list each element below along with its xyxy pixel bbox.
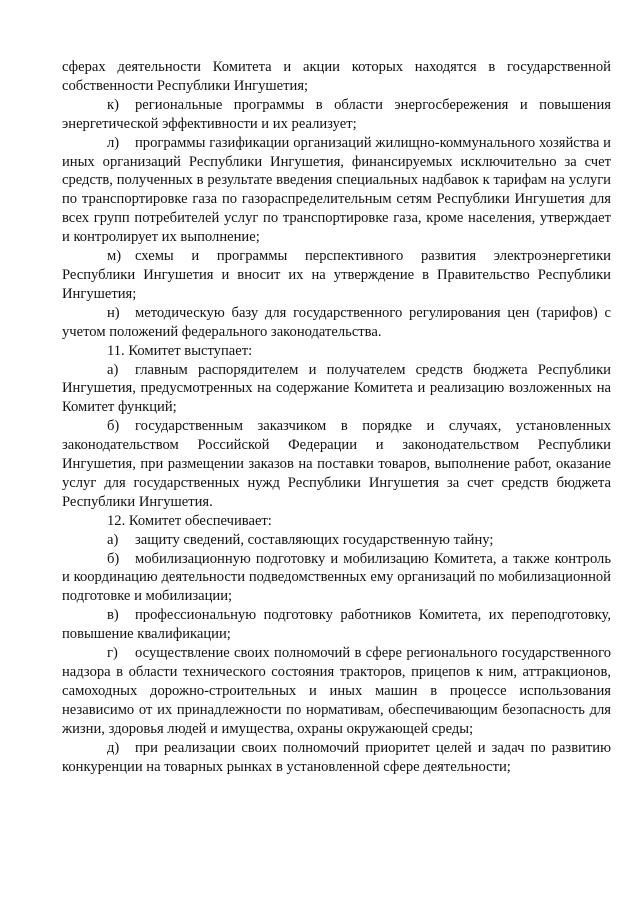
paragraph-text: методическую базу для государственного регулирования цен (тарифов) с учетом положений федерального законодательства. [62,304,611,340]
paragraph-12g [62,644,611,739]
paragraph-k [62,96,611,134]
paragraph-text: государственным заказчиком в порядке и случаях, установленных законодательством Российской Федерации и законодательством Республики Ингушетия, при размещении заказов на поставки товаров, выполнение работ, оказание услуг для государственных нужд Республики Ингушетия за счет средств бюджета Республики Ингушетия. [62,418,611,510]
paragraph-text: профессиональную подготовку работников Комитета, их переподготовку, повышение квалификации; [62,607,611,643]
paragraph-12b [62,550,611,607]
list-marker: к) [107,96,119,113]
list-marker: г) [107,645,118,662]
document-body [62,58,611,776]
list-marker: д) [107,739,120,756]
paragraph-text: главным распорядителем и получателем средств бюджета Республики Ингушетия, предусмотренных на содержание Комитета и реализацию возложенных на Комитет функций; [62,361,611,416]
list-marker: л) [107,134,120,151]
paragraph-continuation [62,58,611,96]
paragraph-l [62,134,611,247]
heading-text: 12. Комитет обеспечивает: [107,512,272,529]
paragraph-text: осуществление своих полномочий в сфере регионального государственного надзора в области технического состояния тракторов, прицепов к ним, аттракционов, самоходных дорожно-строительных и иных машин в процессе использования независимо от их принадлежности по нормативам, обеспечивающим безопасность для жизни, здоровья людей и имущества, охраны окружающей среды; [62,645,611,737]
list-marker: н) [107,304,120,321]
list-marker: в) [107,607,119,624]
section-heading-11 [62,342,611,361]
paragraph-text: сферах деятельности Комитета и акции которых находятся в государственной собственности Республики Ингушетия; [62,59,611,94]
paragraph-text: региональные программы в области энергосбережения и повышения энергетической эффективности и их реализует; [62,96,611,132]
list-marker: б) [107,550,120,567]
list-marker: м) [107,248,122,265]
paragraph-12d [62,739,611,777]
paragraph-text: мобилизационную подготовку и мобилизацию Комитета, а также контроль и координацию деятельности подведомственных ему организаций по мобилизационной подготовке и мобилизации; [62,550,611,605]
heading-text: 11. Комитет выступает: [107,342,253,359]
list-marker: а) [107,531,119,548]
paragraph-text: схемы и программы перспективного развития электроэнергетики Республики Ингушетия и вносит их на утверждение в Правительство Республики Ингушетия; [62,248,611,302]
paragraph-12v [62,606,611,644]
paragraph-text: защиту сведений, составляющих государственную тайну; [135,531,494,548]
paragraph-11a [62,361,611,418]
list-marker: а) [107,361,119,378]
section-heading-12 [62,512,611,531]
paragraph-n [62,304,611,342]
list-marker: б) [107,418,120,435]
paragraph-text: программы газификации организаций жилищно-коммунального хозяйства и иных организаций Республики Ингушетия, финансируемых исключительно за счет средств, полученных в результате введения специальных надбавок к тарифам на услуги по транспортировке газа по газораспределительным сетям Республики Ингушетия для всех групп потребителей услуг по транспортировке газа, кроме населения, утверждает и контролирует их выполнение; [62,134,611,246]
paragraph-11b [62,417,611,512]
paragraph-text: при реализации своих полномочий приоритет целей и задач по развитию конкуренции на товарных рынках в установленной сфере деятельности; [62,739,611,775]
paragraph-m [62,247,611,304]
paragraph-12a [62,531,611,550]
